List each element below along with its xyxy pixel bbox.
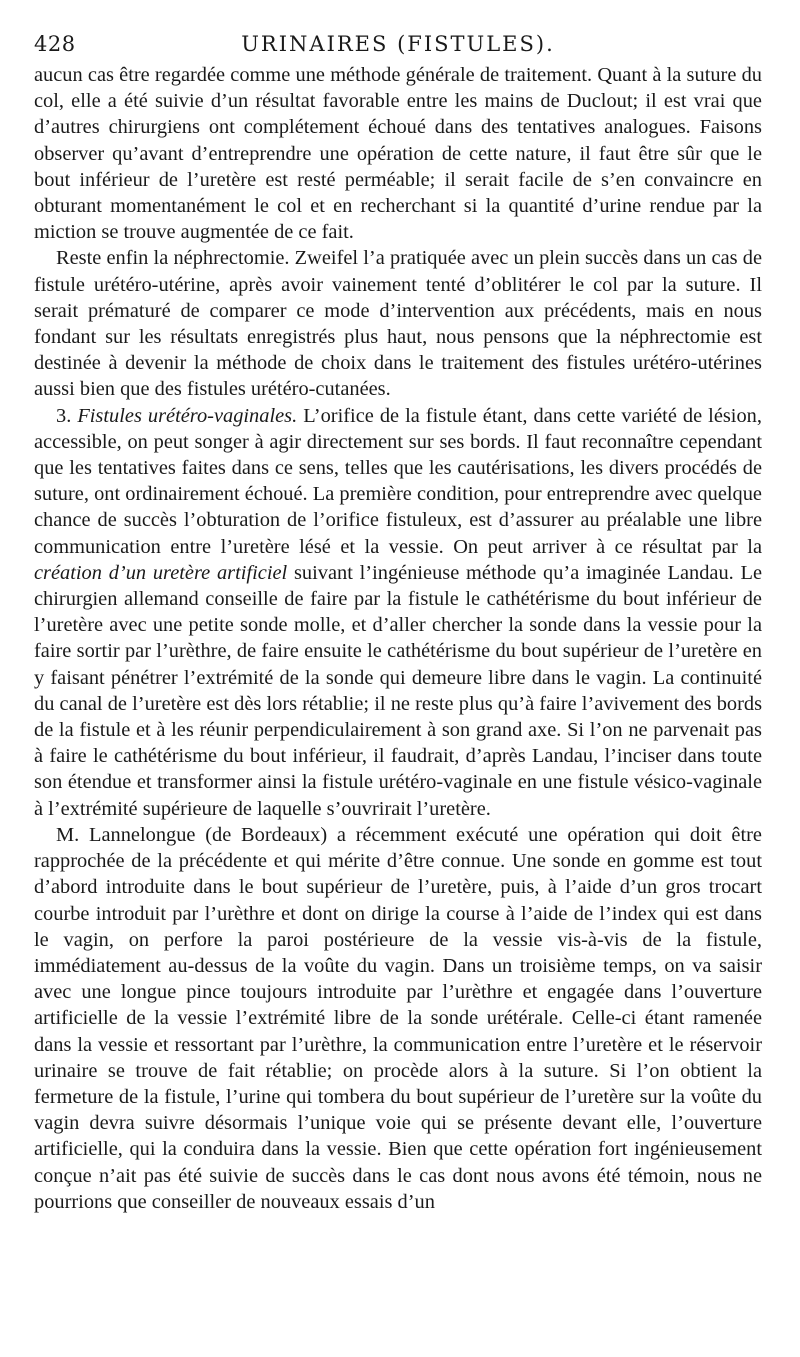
paragraph-3-emphasis: création d’un uretère artificiel [34,561,288,584]
paragraph-2: Reste enfin la néphrectomie. Zweifel l’a pratiquée avec un plein succès dans un cas de fistule urétéro-utérine, après avoir vainement tenté d’oblitérer le col par la suture. Il serait prématuré de comparer ce mode d’intervention aux précédents, mais en nous fondant sur les résultats enregistrés plus haut, nous pensons que la néphrectomie est destinée à devenir la méthode de choix dans le traitement des fistules urétéro-utérines aussi bien que des fistules urétéro-cutanées. [34,247,762,401]
page-number: 428 [34,32,76,56]
paragraph-3-text-a: L’orifice de la fistule étant, dans cette variété de lésion, accessible, on peut songer à agir directement sur ses bords. Il faut reconnaître cependant que les tentatives faites dans ce sens, telles que les cautérisations, les divers procédés de suture, ont ordinairement échoué. La première condition, pour entreprendre avec quelque chance de succès l’obturation de l’orifice fistuleux, est d’assurer au préalable une libre communication entre l’uretère lésé et la vessie. On peut arriver à ce résultat par la [34,404,762,558]
paragraph-3 [34,403,762,822]
section-number: 3. [56,404,72,427]
paragraph-3-text-b: suivant l’ingénieuse méthode qu’a imaginée Landau. Le chirurgien allemand conseille de faire par la fistule le cathétérisme du bout inférieur de l’uretère avec une petite sonde molle, et d’aller chercher la sonde dans la vessie pour la faire sortir par l’urèthre, de faire ensuite le cathétérisme du bout supérieur de l’uretère en y faisant pénétrer l’extrémité de la sonde qui demeure libre dans le vagin. La continuité du canal de l’uretère est dès lors rétablie; il ne reste plus qu’à faire l’avivement des bords de la fistule et à les réunir perpendiculairement à son grand axe. Si l’on ne parvenait pas à faire le cathétérisme du bout inférieur, il faudrait, d’après Landau, l’inciser dans toute son étendue et transformer ainsi la fistule urétéro-vaginale en une fistule vésico-vaginale à l’extrémité supérieure de laquelle s’ouvrirait l’uretère. [34,561,762,820]
running-title: URINAIRES (FISTULES). [241,32,555,56]
paragraph-4: M. Lannelongue (de Bordeaux) a récemment exécuté une opération qui doit être rapprochée de la précédente et qui mérite d’être connue. Une sonde en gomme est tout d’abord introduite dans le bout supérieur de l’uretère, puis, à l’aide d’un gros trocart courbe introduit par l’urèthre et dont on dirige la course à l’aide de l’index qui est dans le vagin, on perfore la paroi postérieure de la vessie vis-à-vis de la fistule, immédiatement au-dessus de la voûte du vagin. Dans un troisième temps, on va saisir avec une longue pince toujours introduite par l’urèthre et engagée dans l’ouverture artificielle de la vessie l’extrémité libre de la sonde urétérale. Celle-ci étant ramenée dans la vessie et ressortant par l’urèthre, la communication entre l’uretère et le réservoir urinaire se trouve de fait rétablie; on procède alors à la suture. Si l’on obtient la fermeture de la fistule, l’urine qui tombera du bout supérieur de l’uretère sur la voûte du vagin devra suivre désormais l’unique voie qui se présente devant elle, l’ouverture artificielle, qui la conduira dans la vessie. Bien que cette opération fort ingénieusement conçue n’ait pas été suivie de succès dans le cas dont nous avons été témoin, nous ne pourrions que conseiller de nouveaux essais d’un [34,823,762,1213]
paragraph-1: aucun cas être regardée comme une méthode générale de traitement. Quant à la suture du col, elle a été suivie d’un résultat favorable entre les mains de Duclout; il est vrai que d’autres chirurgiens ont complétement échoué dans des tentatives analogues. Faisons observer qu’avant d’entreprendre une opération de cette nature, il faut être sûr que le bout inférieur de l’uretère est resté perméable; il serait facile de s’en convaincre en obturant momentanément le col et en recherchant si la quantité d’urine rendue par la miction se trouve augmentée de ce fait. [34,64,762,244]
running-head [34,28,762,62]
section-heading: Fistules urétéro-vaginales. [77,404,298,427]
body-text [34,62,762,1215]
